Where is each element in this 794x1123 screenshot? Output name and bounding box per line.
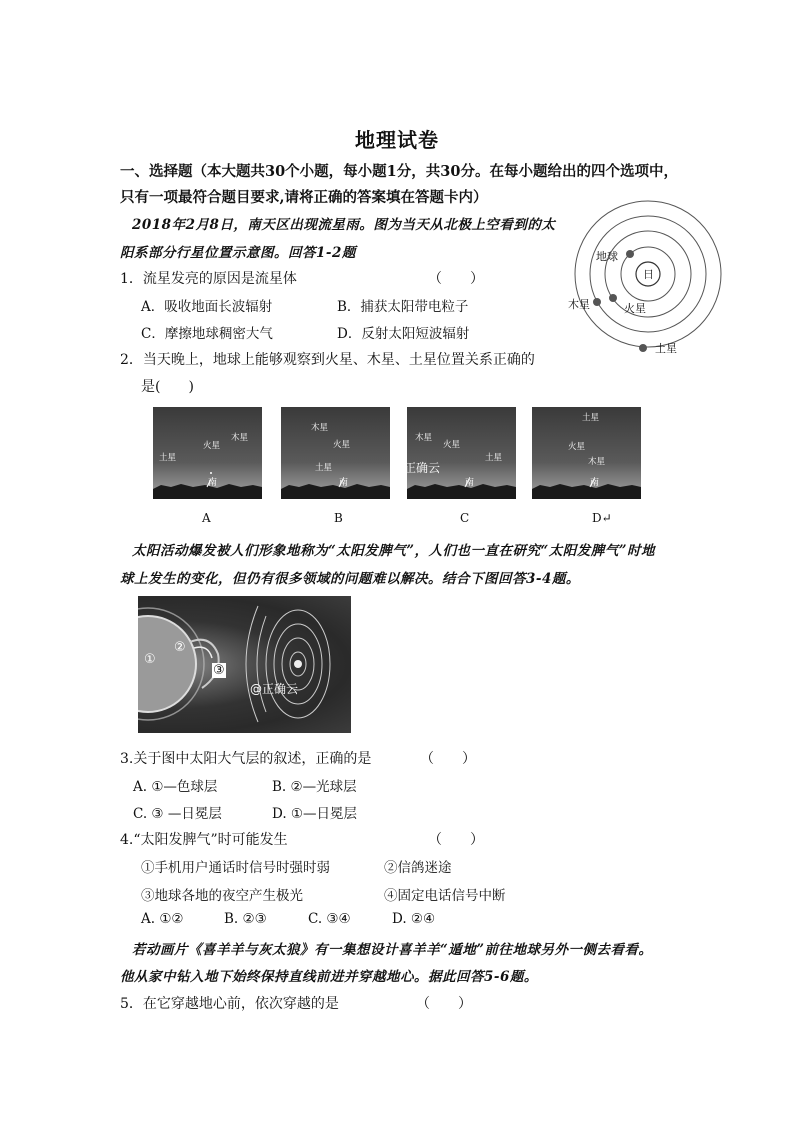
label-circle-3: ③ bbox=[213, 663, 225, 678]
sky-panel-a bbox=[153, 407, 262, 499]
panel-d-mars: 火星 bbox=[568, 442, 586, 452]
q4-option-d: D. ②④ bbox=[392, 911, 436, 927]
jupiter-label: 木星 bbox=[568, 298, 590, 311]
panel-c-saturn: 土星 bbox=[485, 453, 503, 463]
panel-d-south: 南 bbox=[590, 478, 600, 488]
q4-stem: 4.“太阳发脾气”时可能发生 bbox=[120, 832, 288, 848]
page-title: 地理试卷 bbox=[355, 128, 439, 152]
panel-b-saturn: 土星 bbox=[315, 463, 333, 473]
earth-label: 地球 bbox=[596, 250, 618, 263]
q3-option-b: B. ②—光球层 bbox=[272, 779, 357, 795]
panel-a-saturn: 土星 bbox=[159, 453, 177, 463]
panel-b-mars: 火星 bbox=[333, 440, 351, 450]
panel-a-mars: 火星 bbox=[203, 441, 221, 451]
panel-b-south: 南 bbox=[339, 478, 349, 488]
sky-panel-d bbox=[532, 407, 641, 499]
q5-stem: 5．在它穿越地心前，依次穿越的是 bbox=[120, 996, 339, 1012]
panel-letter-a: A bbox=[202, 511, 211, 525]
q1-option-a: A．吸收地面长波辐射 bbox=[141, 299, 273, 315]
panel-letter-b: B bbox=[334, 511, 343, 525]
q1-option-c: C．摩擦地球稠密大气 bbox=[141, 326, 273, 342]
q2-stem-cont: 是( ) bbox=[141, 379, 194, 395]
label-circle-1: ① bbox=[144, 652, 156, 667]
panel-a-jupiter: 木星 bbox=[231, 433, 249, 443]
q2-stem: 2．当天晚上，地球上能够观察到火星、木星、土星位置关系正确的 bbox=[120, 352, 535, 368]
watermark-2: @正确云 bbox=[250, 682, 299, 696]
q1-answer-paren: （ ） bbox=[428, 271, 484, 287]
q3-answer-paren: （ ） bbox=[420, 751, 476, 767]
sun-label: 日 bbox=[643, 268, 654, 281]
q4-item-3: ③地球各地的夜空产生极光 bbox=[141, 888, 303, 904]
section-heading-line1: 一、选择题（本大题共30个小题，每小题1分，共30分。在每小题给出的四个选项中， bbox=[120, 163, 678, 180]
q4-item-4: ④固定电话信号中断 bbox=[384, 888, 506, 904]
panel-c-jupiter: 木星 bbox=[415, 433, 433, 443]
q3-stem: 3.关于图中太阳大气层的叙述，正确的是 bbox=[120, 751, 372, 767]
intro-1-line2: 阳系部分行星位置示意图。回答1-2题 bbox=[120, 245, 356, 261]
sun-magnetosphere-image bbox=[138, 596, 351, 733]
q4-answer-paren: （ ） bbox=[428, 832, 484, 848]
sky-panel-c bbox=[407, 407, 516, 499]
intro-3-line2: 他从家中钻入地下始终保持直线前进并穿越地心。据此回答5-6题。 bbox=[120, 969, 538, 985]
q4-item-1: ①手机用户通话时信号时强时弱 bbox=[141, 860, 330, 876]
saturn-label: 土星 bbox=[655, 342, 677, 355]
panel-c-mars: 火星 bbox=[443, 440, 461, 450]
q1-option-d: D．反射太阳短波辐射 bbox=[337, 326, 470, 342]
q4-option-b: B. ②③ bbox=[224, 911, 267, 927]
q1-option-b: B．捕获太阳带电粒子 bbox=[337, 299, 469, 315]
watermark-1: @正确云 bbox=[392, 461, 441, 475]
panel-letter-d: D↵ bbox=[592, 511, 612, 525]
section-heading-line2: 只有一项最符合题目要求,请将正确的答案填在答题卡内） bbox=[120, 189, 488, 206]
panel-d-saturn: 土星 bbox=[582, 413, 600, 423]
q3-option-c: C. ③ —日冕层 bbox=[133, 806, 222, 822]
q4-option-a: A. ①② bbox=[141, 911, 184, 927]
panel-letter-c: C bbox=[460, 511, 470, 525]
panel-a-south: 南 bbox=[208, 478, 218, 488]
panel-d-jupiter: 木星 bbox=[588, 457, 606, 467]
intro-2-line2: 球上发生的变化，但仍有很多领域的问题难以解决。结合下图回答3-4题。 bbox=[120, 571, 580, 587]
q4-item-2: ②信鸽迷途 bbox=[384, 860, 452, 876]
mars-label: 火星 bbox=[624, 302, 646, 315]
q4-option-c: C. ③④ bbox=[308, 911, 351, 927]
panel-c-south: 南 bbox=[465, 478, 475, 488]
sky-panel-b bbox=[281, 407, 390, 499]
intro-1-line1: 2018年2月8日，南天区出现流星雨。图为当天从北极上空看到的太 bbox=[132, 217, 556, 233]
q1-stem: 1．流星发亮的原因是流星体 bbox=[120, 271, 297, 287]
intro-3-line1: 若动画片《喜羊羊与灰太狼》有一集想设计喜羊羊“遁地”前往地球另外一侧去看看。 bbox=[132, 942, 653, 958]
q3-option-d: D. ①—日冕层 bbox=[272, 806, 358, 822]
intro-2-line1: 太阳活动爆发被人们形象地称为“太阳发脾气”，人们也一直在研究“太阳发脾气”时地 bbox=[132, 543, 656, 559]
q3-option-a: A. ①—色球层 bbox=[133, 779, 218, 795]
label-circle-2: ② bbox=[174, 640, 186, 655]
q5-answer-paren: （ ） bbox=[416, 996, 472, 1012]
panel-b-jupiter: 木星 bbox=[311, 423, 329, 433]
